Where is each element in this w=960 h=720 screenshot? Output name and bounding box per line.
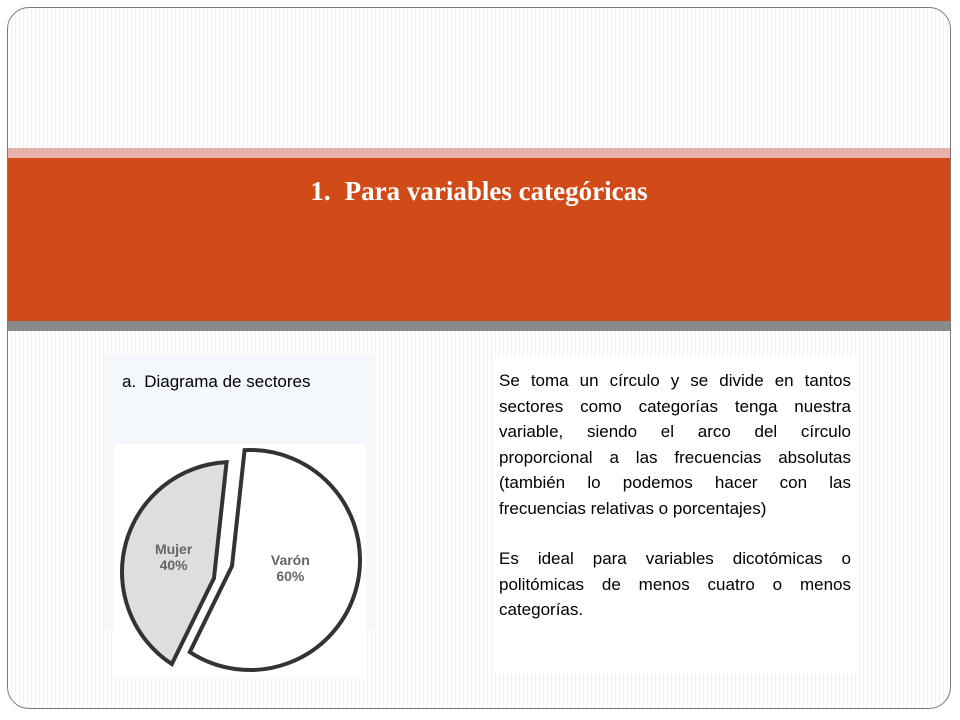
pie-label-varon-name: Varón	[270, 551, 310, 568]
panel-heading	[104, 367, 376, 397]
pie-label-varon-value: 60%	[276, 567, 305, 584]
slide-title-number: 1.	[310, 176, 331, 206]
pie-label-mujer-name: Mujer	[154, 541, 193, 558]
panel-heading-marker: a.	[122, 372, 137, 391]
panel-heading-text: Diagrama de sectores	[144, 372, 311, 391]
description-paragraph-2: Es ideal para variables dicotómicas o politómicas de menos cuatro o menos categorías.	[499, 549, 851, 619]
description-box	[493, 356, 857, 674]
pie-chart-image	[114, 444, 366, 678]
description-paragraph-1: Se toma un círculo y se divide en tantos sectores como categorías tenga nuestra variable, siendo el arco del círculo proporcional a las frecuencias absolutas (también lo podemos hacer con las frecuencias relativas o porcentajes)	[499, 371, 851, 518]
pie-label-mujer-value: 40%	[159, 557, 188, 574]
slide-title-text: Para variables categóricas	[344, 176, 648, 206]
pie-chart	[114, 444, 366, 678]
slide-title	[8, 176, 950, 207]
title-band-top-stripe	[8, 148, 950, 158]
title-band-bottom-stripe	[8, 321, 950, 331]
